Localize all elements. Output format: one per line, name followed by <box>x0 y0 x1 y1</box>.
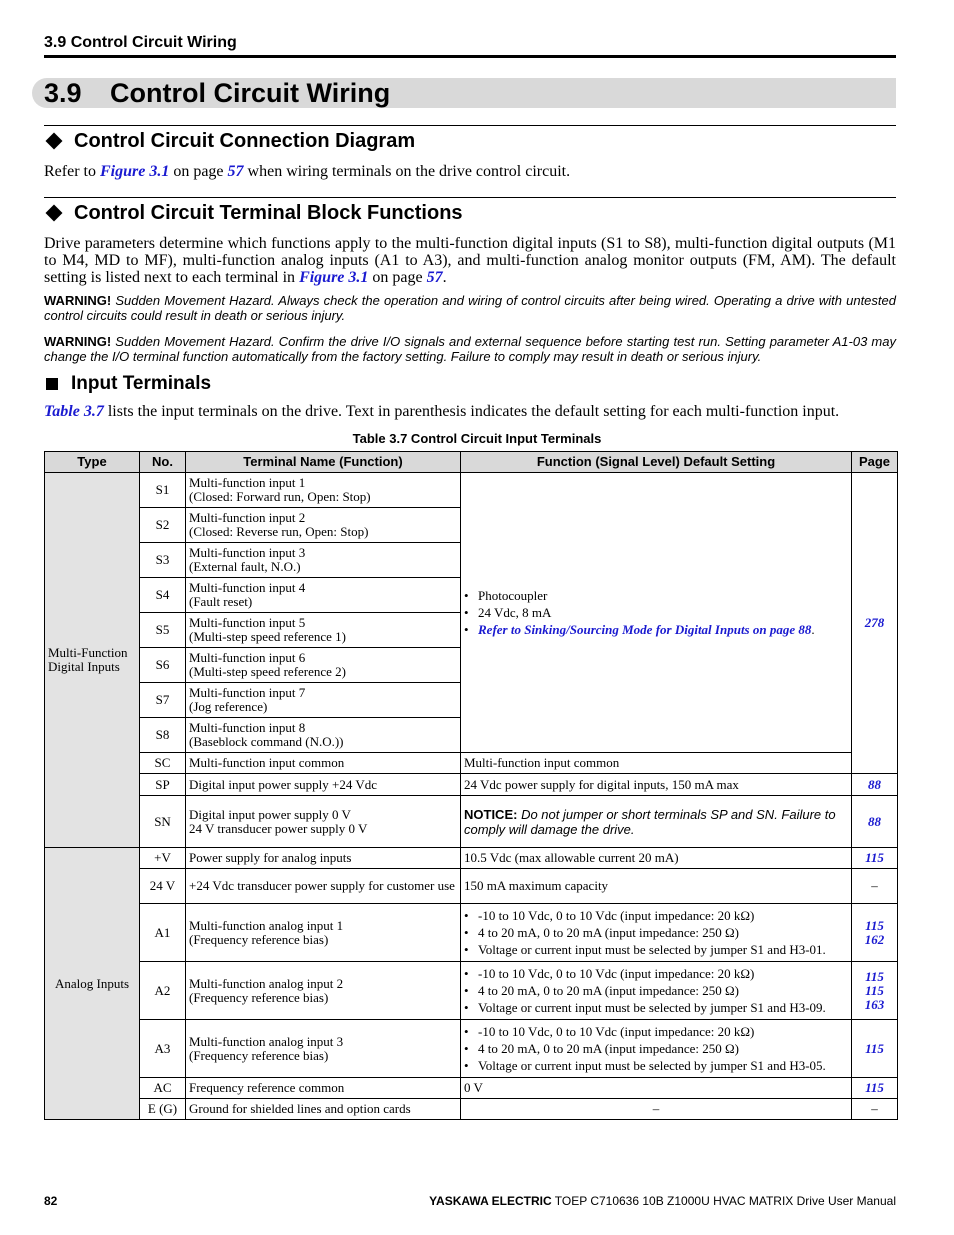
bullet: • -10 to 10 Vdc, 0 to 10 Vdc (input impedance: 20 kΩ) <box>464 909 848 923</box>
terminal-name <box>186 543 461 578</box>
name-line: Multi-function input 8 <box>189 720 306 735</box>
terminal-no: SN <box>140 796 186 848</box>
table-row <box>45 473 898 508</box>
input-terminals-heading <box>44 372 211 396</box>
page-link[interactable]: 57 <box>426 269 443 286</box>
terminal-no: S3 <box>140 543 186 578</box>
table-header-row <box>45 452 898 473</box>
terminal-name: Multi-function input common <box>186 753 461 774</box>
page-link[interactable]: 115 <box>865 1040 884 1056</box>
terminal-name <box>186 962 461 1020</box>
terminal-name: Ground for shielded lines and option cards <box>186 1099 461 1120</box>
function-cell: Multi-function input common <box>461 753 852 774</box>
running-header: 3.9 Control Circuit Wiring <box>44 34 237 51</box>
figure-link[interactable]: Figure 3.1 <box>99 163 170 180</box>
page-cell <box>852 774 898 796</box>
page-cell: – <box>852 869 898 904</box>
table-row <box>45 796 898 848</box>
page-link[interactable]: 278 <box>864 615 885 630</box>
type-cell-analog: Analog Inputs <box>45 848 140 1120</box>
subsection-title: Control Circuit Connection Diagram <box>74 130 416 152</box>
page-cell <box>852 848 898 869</box>
table-row <box>45 962 898 1020</box>
terminal-no: S7 <box>140 683 186 718</box>
text: Sudden Movement Hazard. Confirm the drive I/O signals and external sequence before starting test run. Setting parameter A1-03 may change the I/O terminal function automatically from the factory setting. Failure to comply may result in death or serious injury. <box>44 334 896 364</box>
terminal-no: 24 V <box>140 869 186 904</box>
input-terminals-table <box>44 451 898 1120</box>
name-line: Multi-function input 1 <box>189 475 306 490</box>
page-link[interactable]: 88 <box>868 813 881 829</box>
notice-cell <box>461 796 852 848</box>
header-terminal-name: Terminal Name (Function) <box>186 452 461 473</box>
page-link[interactable]: 115 <box>865 982 884 998</box>
page-cell <box>852 1078 898 1099</box>
header-no: No. <box>140 452 186 473</box>
subsection-rule <box>44 197 896 198</box>
name-line: (Jog reference) <box>189 699 268 714</box>
function-cell <box>461 962 852 1020</box>
table-row <box>45 1078 898 1099</box>
input-terminals-paragraph <box>44 403 896 420</box>
terminal-no: SP <box>140 774 186 796</box>
terminal-no: S2 <box>140 508 186 543</box>
header-rule <box>44 55 896 58</box>
terminal-name: Frequency reference common <box>186 1078 461 1099</box>
bullet: • 4 to 20 mA, 0 to 20 mA (input impedance: 250 Ω) <box>464 926 848 940</box>
table-row <box>45 1020 898 1078</box>
subsection-heading-connection-diagram <box>44 129 415 153</box>
name-line: (Multi-step speed reference 1) <box>189 629 347 644</box>
subsection-title: Control Circuit Terminal Block Functions <box>74 202 463 224</box>
terminal-no: S1 <box>140 473 186 508</box>
function-cell <box>461 904 852 962</box>
terminal-no: +V <box>140 848 186 869</box>
table-caption: Table 3.7 Control Circuit Input Terminals <box>352 431 602 446</box>
page-cell <box>852 1020 898 1078</box>
text: on page <box>169 163 228 180</box>
bullet: • -10 to 10 Vdc, 0 to 10 Vdc (input impedance: 20 kΩ) <box>464 1025 848 1039</box>
bullet <box>464 623 848 637</box>
terminal-name <box>186 648 461 683</box>
page-link[interactable]: 115 <box>865 917 884 933</box>
terminal-name <box>186 1020 461 1078</box>
text: Drive parameters determine which functions apply to the multi-function digital inputs (S1 to S8), multi-function digital outputs (M1 to M4, MD to MF), multi-function analog inputs (A1 to A3), and multi-function analog monitor outputs (FM, AM). The default setting is listed next to each terminal in <box>44 235 896 286</box>
terminal-no: S6 <box>140 648 186 683</box>
name-line: Multi-function input 4 <box>189 580 306 595</box>
terminal-no: S8 <box>140 718 186 753</box>
terminal-name <box>186 473 461 508</box>
square-bullet-icon <box>46 378 58 390</box>
name-line: Digital input power supply 0 V <box>189 806 351 822</box>
warning-note-2 <box>44 334 896 364</box>
bullet: • 4 to 20 mA, 0 to 20 mA (input impedance: 250 Ω) <box>464 1042 848 1056</box>
figure-link[interactable]: Figure 3.1 <box>299 269 369 286</box>
page-link[interactable]: 163 <box>864 996 885 1012</box>
bullet: • Voltage or current input must be selected by jumper S1 and H3-05. <box>464 1059 848 1073</box>
terminal-no: AC <box>140 1078 186 1099</box>
terminal-no: A2 <box>140 962 186 1020</box>
function-bullets <box>464 909 848 957</box>
bullet: • 24 Vdc, 8 mA <box>464 606 848 620</box>
name-line: (Baseblock command (N.O.)) <box>189 734 344 749</box>
name-line: (Frequency reference bias) <box>189 989 329 1005</box>
notice-label: NOTICE: <box>464 806 518 822</box>
name-line: (Frequency reference bias) <box>189 931 329 947</box>
subsection-heading-terminal-block <box>44 201 463 225</box>
function-cell: 0 V <box>461 1078 852 1099</box>
section-title-text: Control Circuit Wiring <box>110 78 391 108</box>
terminal-name: +24 Vdc transducer power supply for customer use <box>186 869 461 904</box>
name-line: Multi-function input 6 <box>189 650 306 665</box>
heading-text: Input Terminals <box>71 373 212 394</box>
page-link[interactable]: 115 <box>865 968 884 984</box>
table-row <box>45 848 898 869</box>
function-cell <box>461 1020 852 1078</box>
page-cell <box>852 796 898 848</box>
subsection-rule <box>44 125 896 126</box>
table-link[interactable]: Table 3.7 <box>44 403 104 420</box>
terminal-no: E (G) <box>140 1099 186 1120</box>
page-link[interactable]: 88 <box>868 776 881 792</box>
function-cell: – <box>461 1099 852 1120</box>
header-type: Type <box>45 452 140 473</box>
text: Sudden Movement Hazard. Always check the operation and wiring of control circuits after being wired. Operating a drive with untested control circuits could result in death or serious injury. <box>44 293 896 323</box>
function-cell: 10.5 Vdc (max allowable current 20 mA) <box>461 848 852 869</box>
name-line: (Fault reset) <box>189 594 253 609</box>
table-row <box>45 774 898 796</box>
name-line: (External fault, N.O.) <box>189 559 301 574</box>
terminal-name <box>186 904 461 962</box>
warning-label: WARNING! <box>44 334 112 349</box>
text: lists the input terminals on the drive. Text in parenthesis indicates the default setting for each multi-function input. <box>103 403 840 420</box>
table-row <box>45 1099 898 1120</box>
text: . <box>811 621 815 637</box>
diamond-bullet-icon <box>46 205 63 222</box>
terminal-name <box>186 796 461 848</box>
connection-diagram-paragraph <box>44 163 896 180</box>
bullet: • Photocoupler <box>464 589 848 603</box>
name-line: (Closed: Forward run, Open: Stop) <box>189 489 371 504</box>
page-link[interactable]: 162 <box>864 931 885 947</box>
warning-label: WARNING! <box>44 293 112 308</box>
function-cell: 150 mA maximum capacity <box>461 869 852 904</box>
digital-function-cell <box>461 473 852 753</box>
section-title-bar <box>32 78 896 108</box>
name-line: Multi-function input 5 <box>189 615 306 630</box>
terminal-no: A1 <box>140 904 186 962</box>
page-link[interactable]: 115 <box>865 1080 884 1095</box>
function-bullets <box>464 589 848 637</box>
terminal-name <box>186 578 461 613</box>
terminal-name <box>186 508 461 543</box>
name-line: Multi-function input 2 <box>189 510 306 525</box>
terminal-no: A3 <box>140 1020 186 1078</box>
terminal-name: Digital input power supply +24 Vdc <box>186 774 461 796</box>
name-line: Multi-function input 7 <box>189 685 306 700</box>
brand-name: YASKAWA ELECTRIC <box>429 1194 552 1208</box>
name-line: (Closed: Reverse run, Open: Stop) <box>189 524 369 539</box>
header-page: Page <box>852 452 898 473</box>
function-bullets <box>464 967 848 1015</box>
warning-note-1 <box>44 293 896 323</box>
page-number: 82 <box>44 1194 58 1208</box>
text: . <box>442 269 447 286</box>
page-cell <box>852 473 898 774</box>
name-line: (Multi-step speed reference 2) <box>189 664 347 679</box>
table-row <box>45 753 898 774</box>
footer-document-title <box>429 1193 896 1209</box>
document-title: TOEP C710636 10B Z1000U HVAC MATRIX Drive User Manual <box>551 1194 896 1208</box>
terminal-block-paragraph <box>44 235 896 286</box>
terminal-name <box>186 613 461 648</box>
page-cell: – <box>852 1099 898 1120</box>
text: Refer to <box>44 163 100 180</box>
page-link[interactable]: 115 <box>865 850 884 865</box>
terminal-no: S4 <box>140 578 186 613</box>
name-line: (Frequency reference bias) <box>189 1047 329 1063</box>
name-line: Multi-function analog input 2 <box>189 975 344 991</box>
header-function: Function (Signal Level) Default Setting <box>461 452 852 473</box>
table-row <box>45 869 898 904</box>
page-cell <box>852 904 898 962</box>
name-line: 24 V transducer power supply 0 V <box>189 820 368 836</box>
terminal-no: S5 <box>140 613 186 648</box>
page-link[interactable]: 57 <box>227 163 244 180</box>
text: Do not jumper or short terminals SP and SN. Failure to comply will damage the drive. <box>464 806 836 837</box>
diamond-bullet-icon <box>46 133 63 150</box>
terminal-name <box>186 718 461 753</box>
name-line: Multi-function input 3 <box>189 545 306 560</box>
terminal-name <box>186 683 461 718</box>
bullet: • Voltage or current input must be selected by jumper S1 and H3-09. <box>464 1001 848 1015</box>
type-cell-digital: Multi-Function Digital Inputs <box>45 473 140 848</box>
table-row <box>45 904 898 962</box>
section-number: 3.9 <box>44 78 82 108</box>
text: when wiring terminals on the drive control circuit. <box>243 163 571 180</box>
bullet: • 4 to 20 mA, 0 to 20 mA (input impedance: 250 Ω) <box>464 984 848 998</box>
terminal-name: Power supply for analog inputs <box>186 848 461 869</box>
name-line: Multi-function analog input 3 <box>189 1033 344 1049</box>
bullet: • Voltage or current input must be selected by jumper S1 and H3-01. <box>464 943 848 957</box>
sinking-sourcing-link[interactable]: Refer to Sinking/Sourcing Mode for Digital Inputs on page 88 <box>478 621 812 637</box>
function-cell: 24 Vdc power supply for digital inputs, 150 mA max <box>461 774 852 796</box>
terminal-no: SC <box>140 753 186 774</box>
text: on page <box>368 269 427 286</box>
page-cell <box>852 962 898 1020</box>
function-bullets <box>464 1025 848 1073</box>
section-title <box>44 78 390 108</box>
name-line: Multi-function analog input 1 <box>189 917 344 933</box>
bullet: • -10 to 10 Vdc, 0 to 10 Vdc (input impedance: 20 kΩ) <box>464 967 848 981</box>
